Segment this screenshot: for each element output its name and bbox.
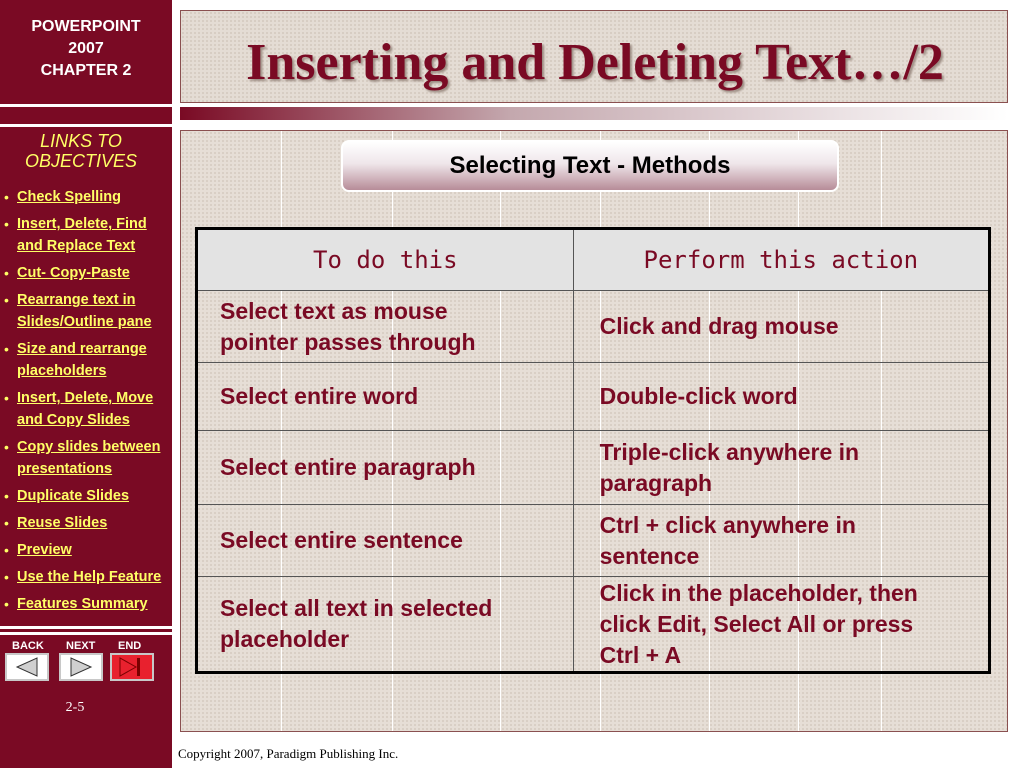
list-item	[4, 387, 172, 431]
table-row	[197, 431, 990, 505]
back-label: BACK	[12, 640, 44, 652]
list-item	[4, 262, 172, 284]
table-header-row	[197, 229, 990, 291]
cell-line: click Edit, Select All or press	[599, 610, 914, 637]
column-header: To do this	[197, 229, 574, 291]
cell-line: placeholder	[220, 626, 350, 652]
bullet-icon: •	[4, 292, 9, 308]
table-row	[197, 363, 990, 431]
bullet-icon: •	[4, 439, 9, 455]
sidebar-divider	[0, 104, 172, 107]
chapter-line: CHAPTER 2	[40, 62, 132, 79]
next-button[interactable]	[59, 653, 103, 681]
table-cell	[197, 363, 574, 431]
title-divider-bar	[180, 107, 1008, 120]
bullet-icon: •	[4, 596, 9, 612]
link-duplicate-slides[interactable]	[17, 488, 129, 504]
table-cell	[573, 505, 989, 577]
bullet-icon: •	[4, 542, 9, 558]
link-line: Cut- Copy-Paste	[17, 265, 130, 281]
cell-line: Select entire paragraph	[220, 454, 476, 480]
chapter-line: 2007	[68, 40, 104, 57]
bullet-icon: •	[4, 265, 9, 281]
bullet-icon: •	[4, 216, 9, 232]
list-item	[4, 436, 172, 480]
bullet-icon: •	[4, 515, 9, 531]
link-features-summary[interactable]	[17, 596, 148, 612]
sidebar	[0, 0, 172, 768]
link-line: Insert, Delete, Move	[17, 390, 154, 406]
link-line: Copy slides between	[17, 439, 161, 455]
cell-line: Select all text in selected	[220, 595, 493, 621]
cell-line: Ctrl + click anywhere in	[599, 511, 856, 538]
bullet-icon: •	[4, 488, 9, 504]
title-panel	[180, 10, 1008, 103]
methods-table	[195, 227, 991, 674]
end-label: END	[118, 640, 142, 652]
table-row	[197, 505, 990, 577]
cell-line: Double-click word	[599, 383, 798, 409]
cell-line: sentence	[599, 542, 700, 569]
table-cell	[573, 291, 989, 363]
link-rearrange-text[interactable]	[17, 292, 152, 330]
section-subtitle: Selecting Text - Methods	[341, 140, 839, 192]
cell-line: Ctrl + A	[599, 641, 682, 668]
cell-line: pointer passes through	[220, 328, 476, 355]
sidebar-divider	[0, 124, 172, 127]
next-label: NEXT	[66, 640, 96, 652]
list-item	[4, 566, 172, 588]
content-panel	[180, 130, 1008, 732]
table-cell	[573, 577, 989, 673]
list-item	[4, 512, 172, 534]
list-item	[4, 338, 172, 382]
table-row	[197, 291, 990, 363]
link-size-rearrange-placeholders[interactable]	[17, 341, 147, 379]
link-line: Preview	[17, 542, 72, 558]
link-line: Size and rearrange	[17, 341, 147, 357]
end-bar-icon	[112, 655, 152, 679]
bullet-icon: •	[4, 189, 9, 205]
link-line: Rearrange text in	[17, 292, 136, 308]
bullet-icon: •	[4, 341, 9, 357]
sidebar-divider	[0, 632, 172, 635]
link-line: and Replace Text	[17, 238, 136, 254]
sidebar-divider	[0, 626, 172, 629]
bullet-icon: •	[4, 569, 9, 585]
list-item	[4, 485, 172, 507]
list-item	[4, 213, 172, 257]
page-number: 2-5	[65, 700, 85, 715]
link-line: Insert, Delete, Find	[17, 216, 147, 232]
link-cut-copy-paste[interactable]	[17, 265, 130, 281]
cell-line: Select entire sentence	[220, 527, 463, 553]
chapter-line: POWERPOINT	[31, 18, 141, 35]
link-line: and Copy Slides	[17, 412, 130, 428]
chapter-label	[0, 0, 172, 104]
cell-line: Click in the placeholder, then	[599, 579, 918, 606]
cell-line: Select text as mouse	[220, 297, 448, 324]
copyright-notice: Copyright 2007, Paradigm Publishing Inc.	[178, 746, 399, 761]
table-cell	[197, 431, 574, 505]
cell-line: Click and drag mouse	[599, 313, 839, 339]
cell-line: Triple-click anywhere in	[599, 438, 860, 465]
link-insert-delete-find-replace[interactable]	[17, 216, 147, 254]
link-line: Features Summary	[17, 596, 148, 612]
links-title	[0, 131, 162, 171]
link-line: Check Spelling	[17, 189, 121, 205]
links-title-line: OBJECTIVES	[24, 151, 138, 171]
table-cell	[197, 577, 574, 673]
link-reuse-slides[interactable]	[17, 515, 107, 531]
table-cell	[573, 363, 989, 431]
table-row	[197, 577, 990, 673]
triangle-left-icon	[7, 655, 47, 679]
link-use-help-feature[interactable]	[17, 569, 161, 585]
list-item	[4, 539, 172, 561]
links-title-line: LINKS TO	[40, 131, 122, 151]
list-item	[4, 186, 172, 208]
table-cell	[197, 291, 574, 363]
link-check-spelling[interactable]	[17, 189, 121, 205]
objective-links	[4, 186, 172, 620]
end-button[interactable]	[110, 653, 154, 681]
cell-line: paragraph	[599, 469, 713, 496]
link-line: presentations	[17, 461, 113, 477]
triangle-right-icon	[61, 655, 101, 679]
link-preview[interactable]	[17, 542, 72, 558]
link-line: Duplicate Slides	[17, 488, 130, 504]
list-item	[4, 289, 172, 333]
bullet-icon: •	[4, 390, 9, 406]
column-header: Perform this action	[573, 229, 989, 291]
link-line: Use the Help Feature	[17, 569, 162, 585]
link-line: placeholders	[17, 363, 107, 379]
nav-labels	[0, 640, 172, 654]
link-insert-delete-move-copy-slides[interactable]	[17, 390, 153, 428]
slide-title: Inserting and Deleting Text…/2	[246, 34, 944, 91]
link-copy-slides-between-presentations[interactable]	[17, 439, 160, 477]
back-button[interactable]	[5, 653, 49, 681]
link-line: Slides/Outline pane	[17, 314, 152, 330]
list-item	[4, 593, 172, 615]
table-cell	[573, 431, 989, 505]
cell-line: Select entire word	[220, 383, 419, 409]
table-cell	[197, 505, 574, 577]
link-line: Reuse Slides	[17, 515, 108, 531]
